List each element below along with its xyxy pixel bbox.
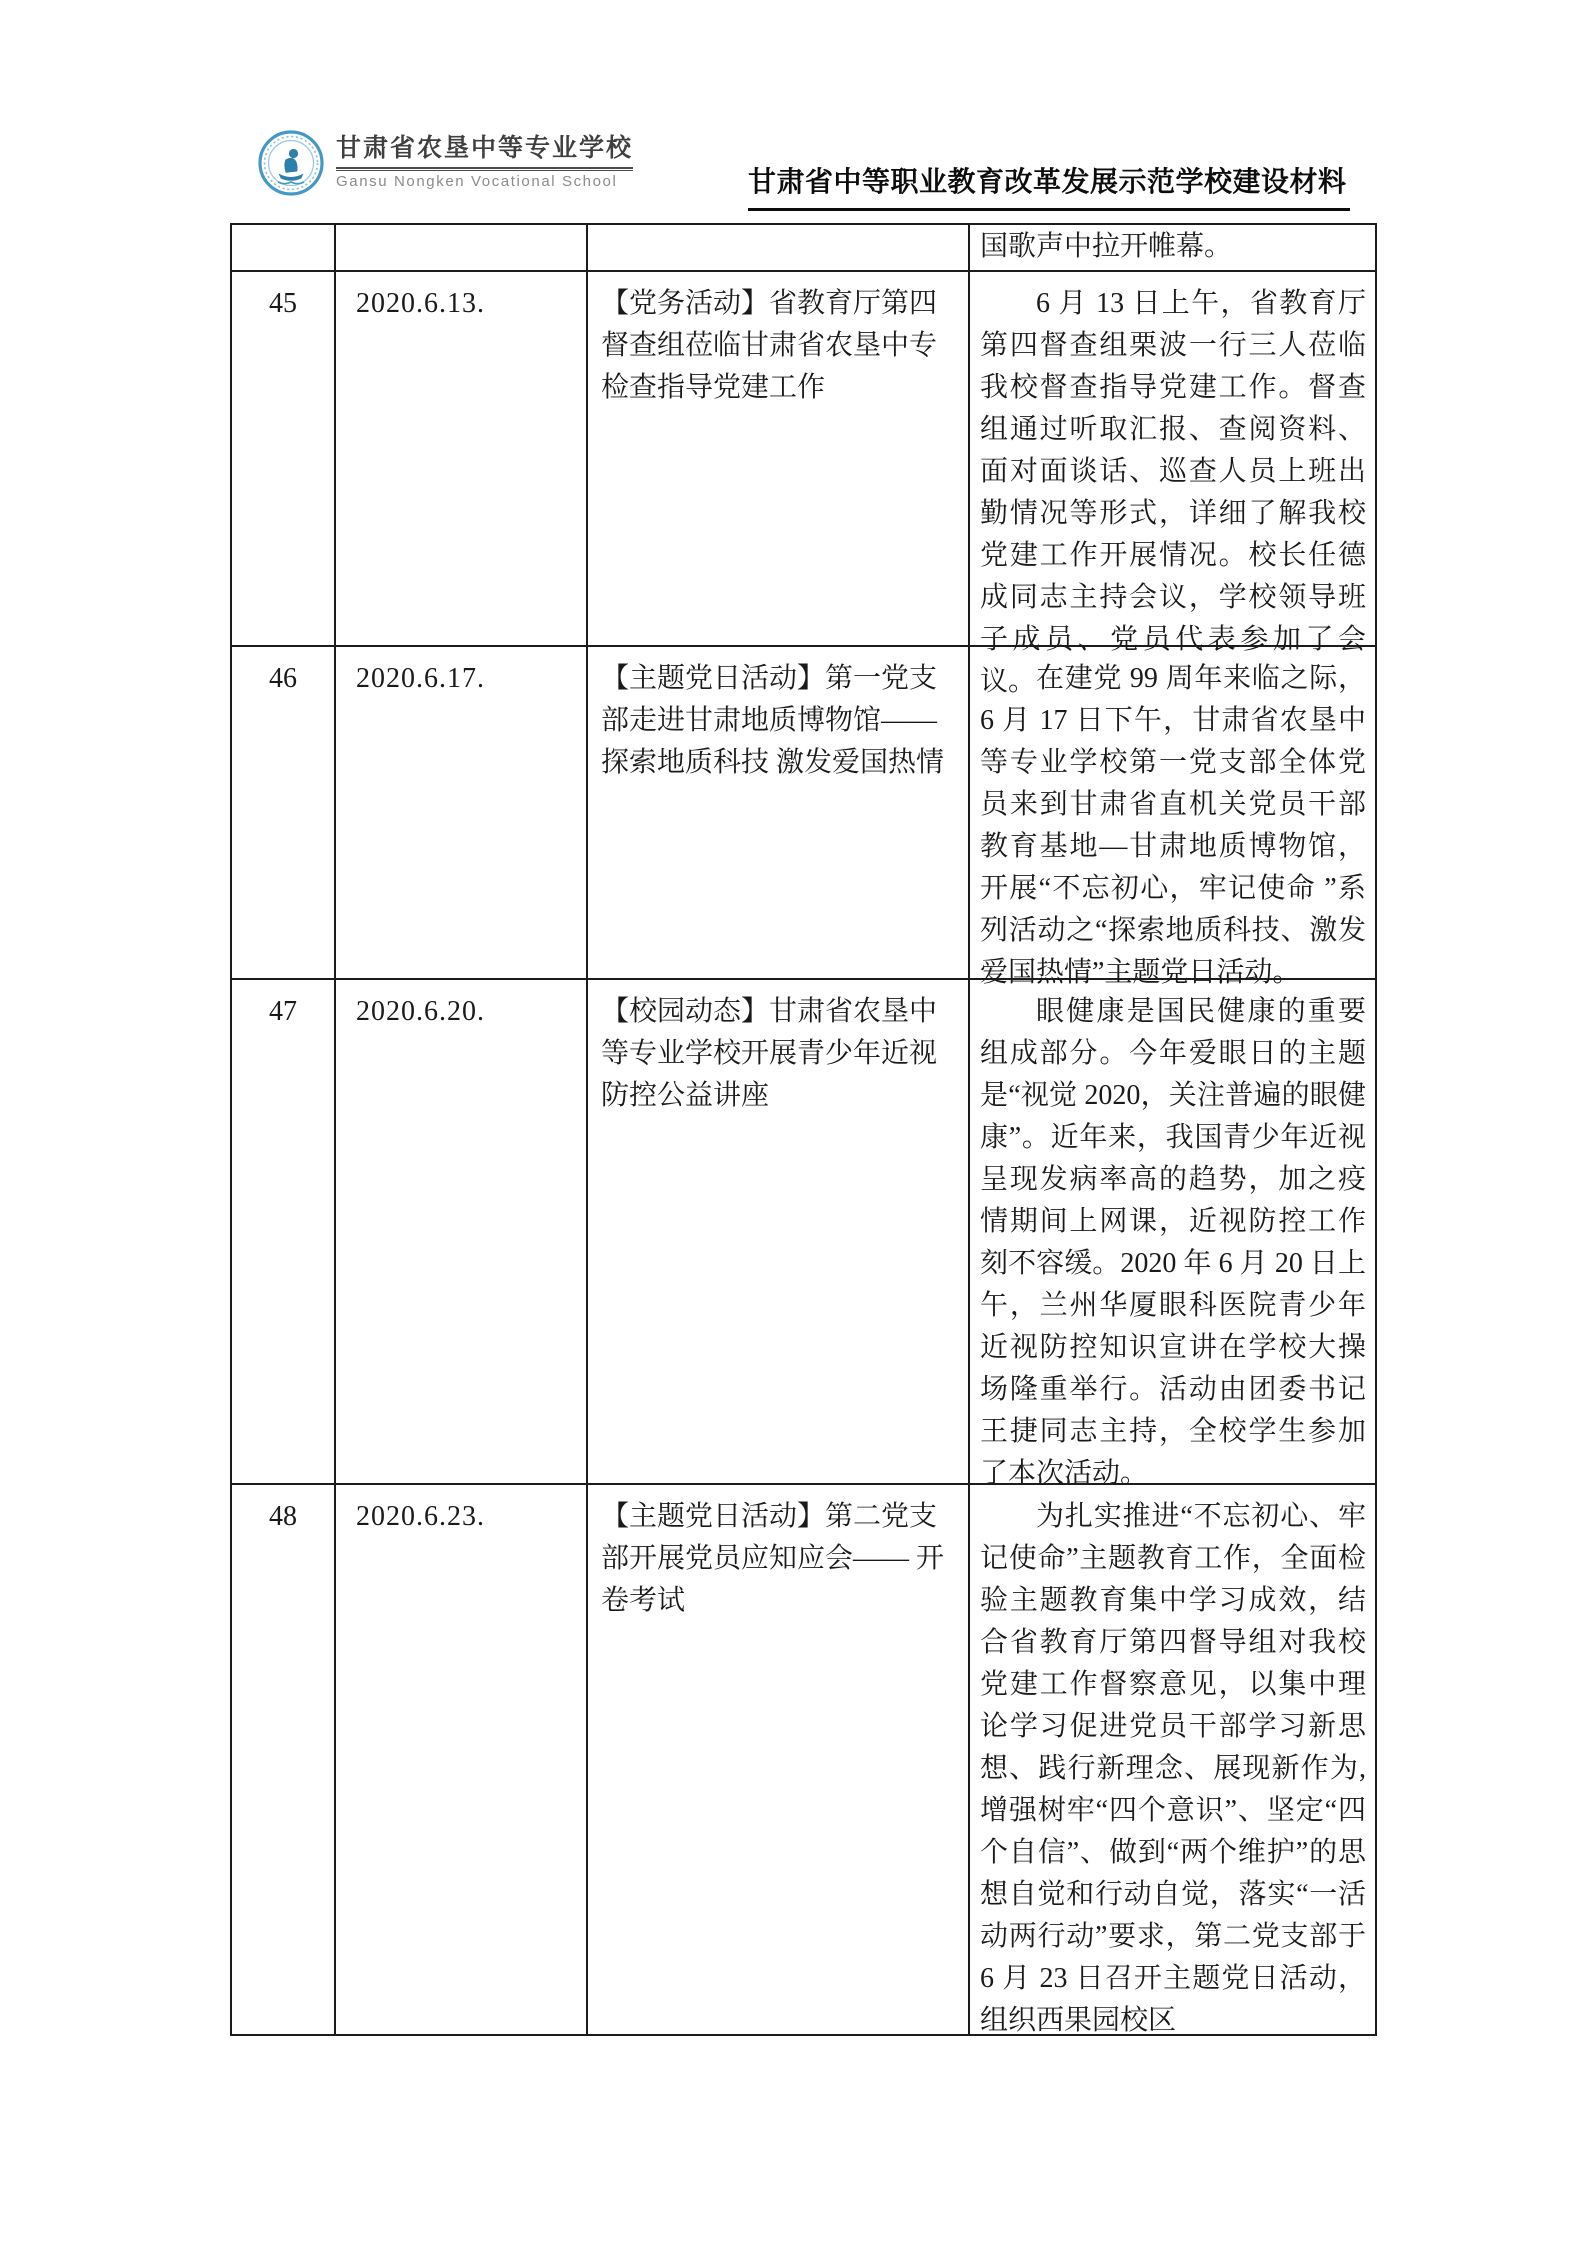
cell-date: 2020.6.23. [336, 1485, 588, 2034]
table-row [232, 647, 1375, 988]
school-name-cn: 甘肃省农垦中等专业学校 [336, 134, 634, 162]
cell-number: 47 [232, 980, 336, 1483]
cell-description: 6 月 13 日上午，省教育厅第四督查组栗波一行三人莅临我校督查指导党建工作。督查组通过听取汇报、查阅资料、面对面谈话、巡查人员上班出勤情况等形式，详细了解我校党建工作开展情况。校长任德成同志主持会议，学校领导班子成员、党员代表参加了会议。 [980, 288, 1366, 697]
cell-description: 国歌声中拉开帷幕。 [980, 231, 1233, 262]
logo-underline [336, 167, 633, 171]
document-title: 甘肃省中等职业教育改革发展示范学校建设材料 [748, 160, 1350, 211]
cell-number: 45 [232, 272, 336, 645]
cell-title: 【主题党日活动】第二党支部开展党员应知应会—— 开卷考试 [588, 1485, 970, 2034]
school-name-en: Gansu Nongken Vocational School [336, 173, 618, 190]
cell-title [588, 225, 970, 270]
school-logo [258, 128, 633, 196]
cell-number: 48 [232, 1485, 336, 2034]
cell-description: 在建党 99 周年来临之际，6 月 17 日下午，甘肃省农垦中等专业学校第一党支部全体党员来到甘肃省直机关党员干部教育基地—甘肃地质博物馆，开展“不忘初心，牢记使命 ”系列活动之“探索地质科技、激发爱国热情”主题党日活动。 [980, 663, 1366, 988]
cell-description: 眼健康是国民健康的重要组成部分。今年爱眼日的主题是“视觉 2020，关注普遍的眼健康”。近年来，我国青少年近视呈现发病率高的趋势，加之疫情期间上网课，近视防控工作刻不容缓。2020 年 6 月 20 日上午，兰州华厦眼科医院青少年近视防控知识宣讲在学校大操场隆重举行。活动由团委书记王捷同志主持，全校学生参加了本次活动。 [980, 996, 1366, 1489]
cell-date [336, 225, 588, 270]
school-emblem-icon [258, 130, 324, 196]
cell-description: 为扎实推进“不忘初心、牢记使命”主题教育工作，全面检验主题教育集中学习成效，结合省教育厅第四督导组对我校党建工作督察意见，以集中理论学习促进党员干部学习新思想、践行新理念、展现新作为,增强树牢“四个意识”、坚定“四个自信”、做到“两个维护”的思想自觉和行动自觉，落实“一活动两行动”要求，第二党支部于 6 月 23 日召开主题党日活动，组织西果园校区 [980, 1501, 1366, 2036]
logo-text [336, 128, 633, 190]
cell-date: 2020.6.20. [336, 980, 588, 1483]
table-row [232, 980, 1375, 1489]
cell-title: 【校园动态】甘肃省农垦中等专业学校开展青少年近视防控公益讲座 [588, 980, 970, 1483]
cell-date: 2020.6.17. [336, 647, 588, 978]
cell-title: 【党务活动】省教育厅第四督查组莅临甘肃省农垦中专检查指导党建工作 [588, 272, 970, 645]
cell-number: 46 [232, 647, 336, 978]
cell-date: 2020.6.13. [336, 272, 588, 645]
table-row-carryover [232, 225, 1375, 272]
activities-table [230, 223, 1377, 2036]
cell-title: 【主题党日活动】第一党支部走进甘肃地质博物馆——探索地质科技 激发爱国热情 [588, 647, 970, 978]
table-row [232, 1485, 1375, 2034]
cell-number [232, 225, 336, 270]
